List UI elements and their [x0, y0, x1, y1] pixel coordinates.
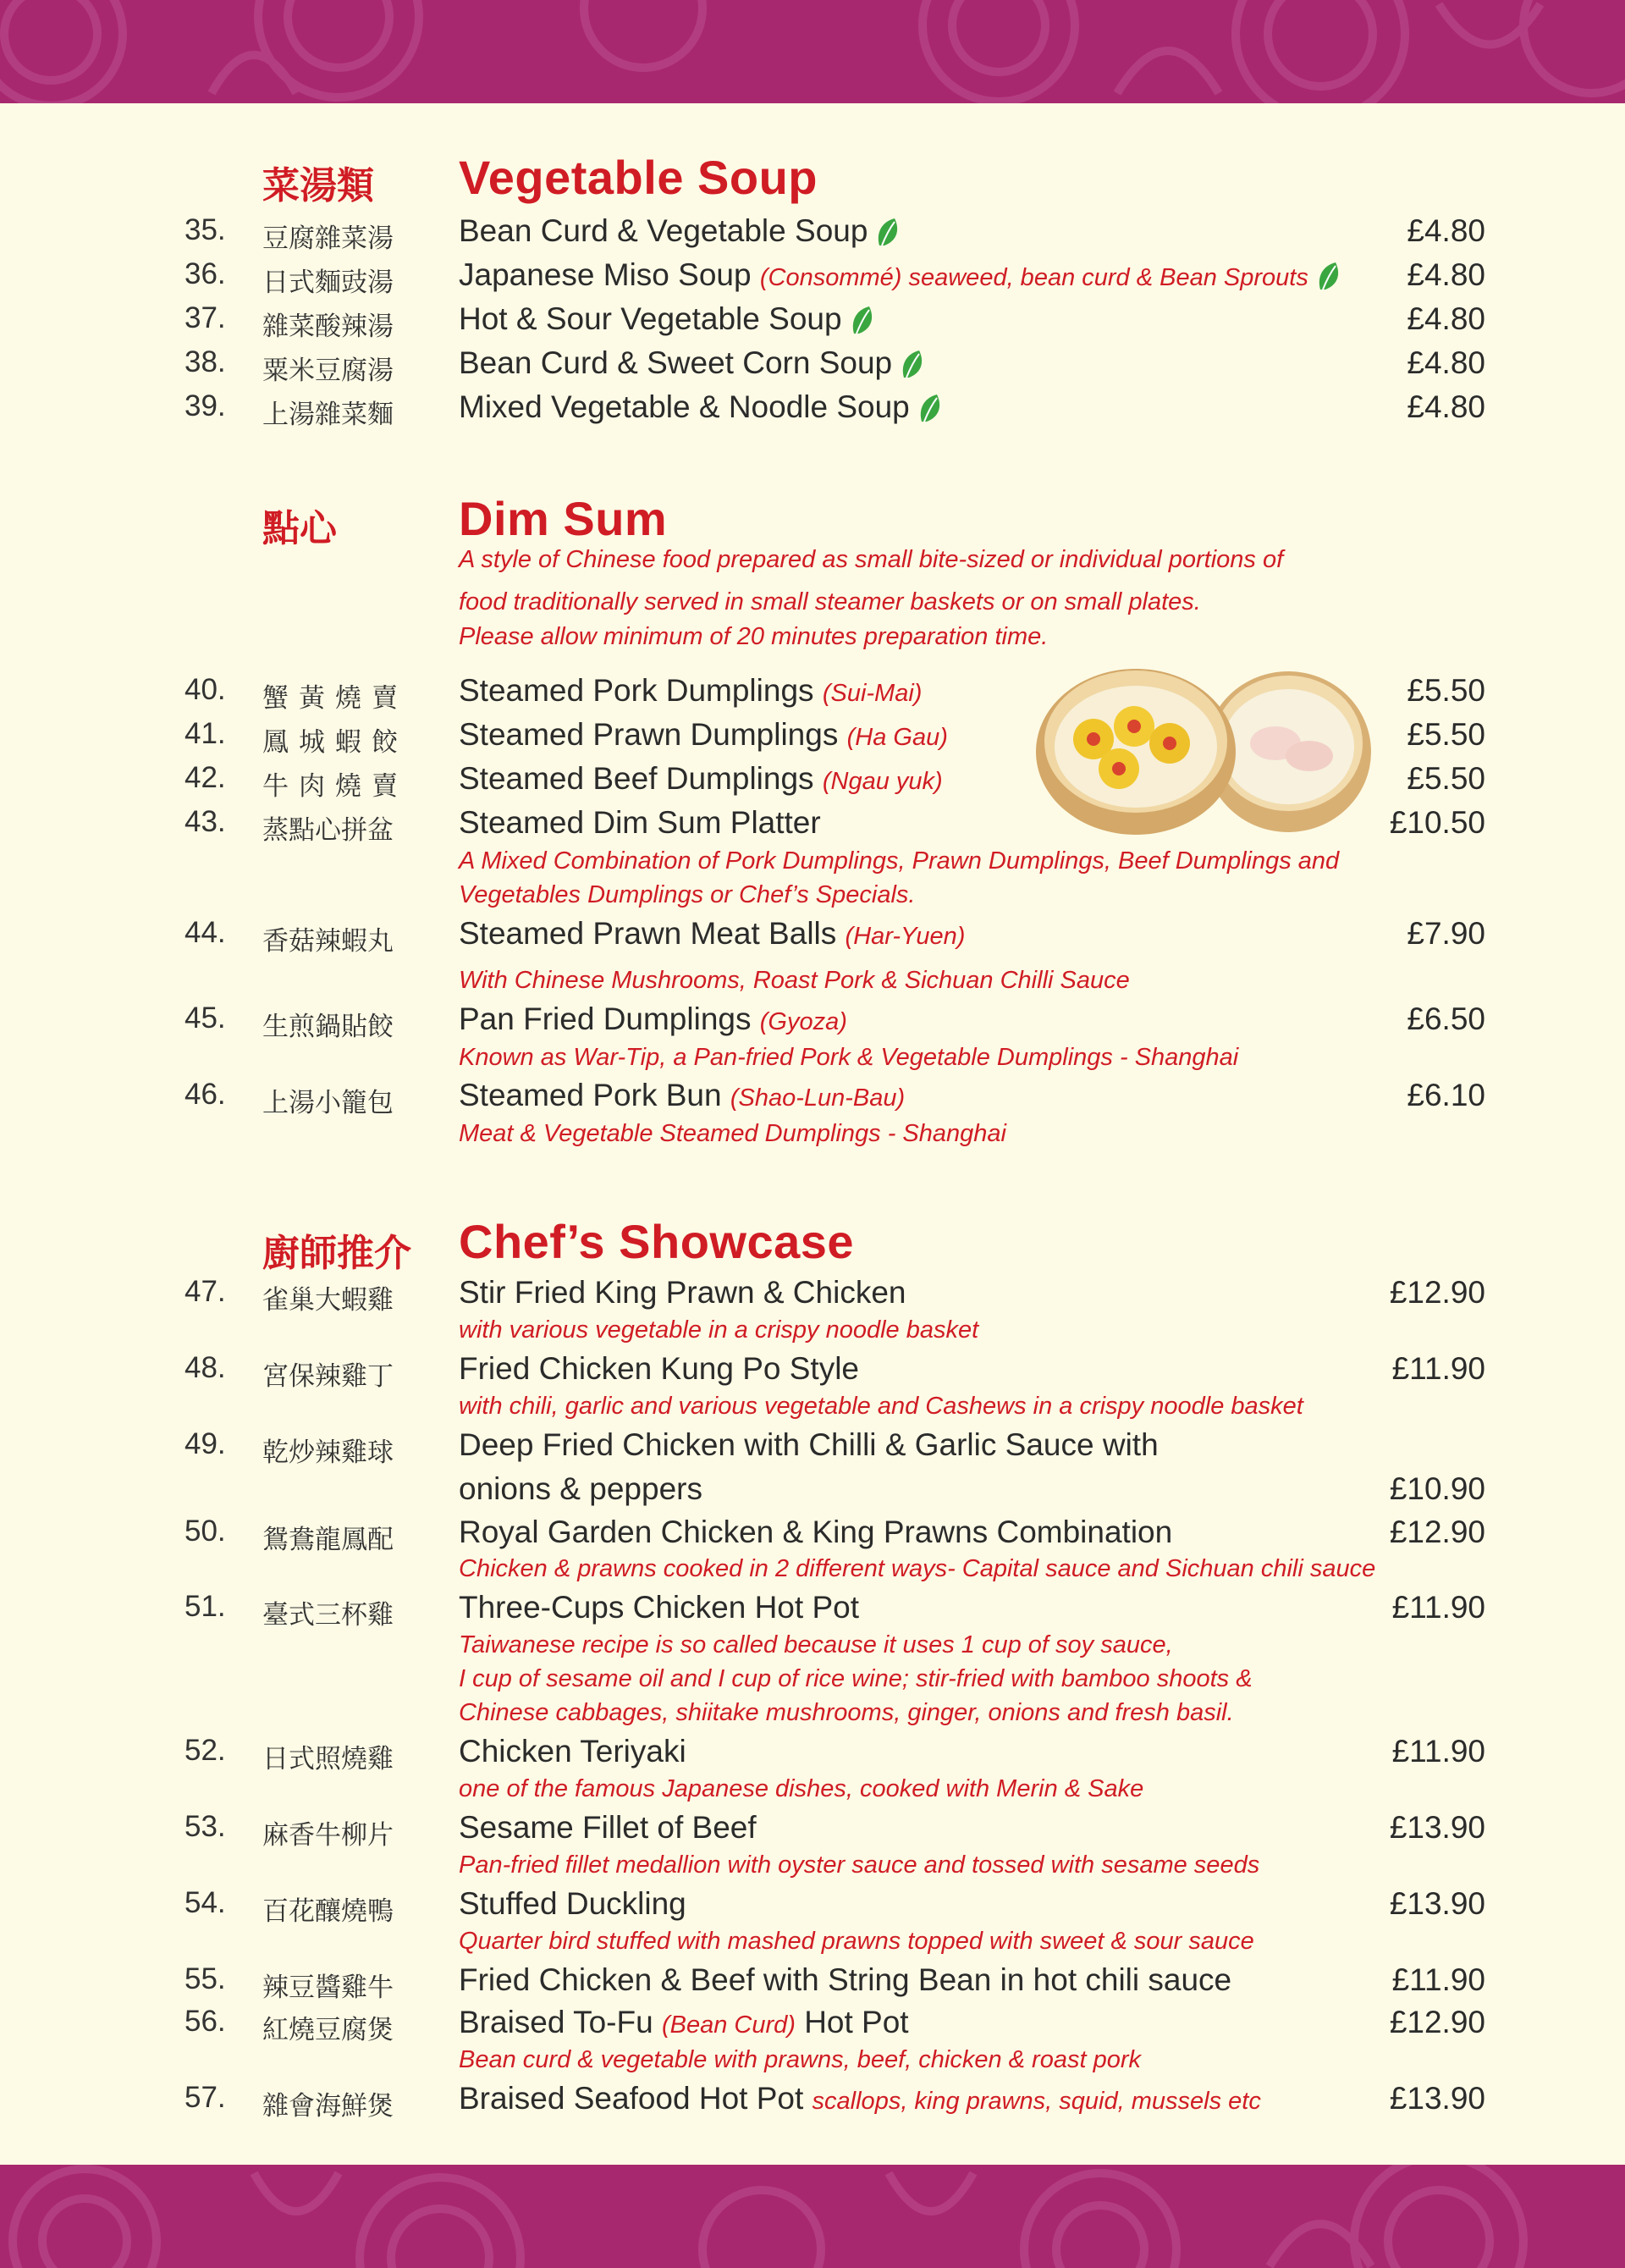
item-description: Vegetables Dumplings or Chef’s Specials.	[459, 881, 916, 908]
vegetarian-leaf-icon	[874, 217, 903, 249]
item-name: Fried Chicken Kung Po Style	[459, 1351, 860, 1386]
item-name: Japanese Miso Soup (Consommé) seaweed, bean curd & Bean Sprouts	[459, 257, 1344, 293]
menu-item	[0, 2005, 1625, 2045]
menu-item	[0, 1962, 1625, 2003]
item-chinese-name: 雀巢大蝦雞	[262, 1285, 394, 1316]
item-name: Steamed Dim Sum Platter	[459, 805, 821, 840]
item-number: 50.	[185, 1515, 226, 1548]
item-number: 54.	[185, 1886, 226, 1919]
item-price: £4.80	[1407, 213, 1485, 248]
item-price: £5.50	[1407, 673, 1485, 708]
item-price: £4.80	[1407, 389, 1485, 424]
item-chinese-name: 辣豆醬雞牛	[262, 1973, 394, 2003]
item-name: Bean Curd & Vegetable Soup	[459, 213, 903, 249]
bottom-decorative-band	[0, 2165, 1625, 2268]
item-price: £11.90	[1391, 1734, 1485, 1769]
item-number: 38.	[185, 345, 226, 378]
item-chinese-name: 上湯小籠包	[262, 1088, 394, 1118]
item-description: A Mixed Combination of Pork Dumplings, Prawn Dumplings, Beef Dumplings and	[459, 847, 1340, 875]
pattern-decoration	[0, 0, 1625, 103]
item-price: £11.90	[1391, 1962, 1485, 1997]
item-name: Braised Seafood Hot Pot scallops, king prawns, squid, mussels etc	[459, 2081, 1261, 2116]
item-price: £12.90	[1389, 1275, 1485, 1310]
item-name: Steamed Prawn Dumplings (Ha Gau)	[459, 717, 948, 752]
section-title-dim-sum: Dim Sum	[459, 492, 668, 545]
item-number: 55.	[185, 1962, 226, 1995]
item-name: Mixed Vegetable & Noodle Soup	[459, 389, 945, 425]
top-decorative-band	[0, 0, 1625, 103]
item-description: with chili, garlic and various vegetable and Cashews in a crispy noodle basket	[459, 1393, 1303, 1420]
menu-item	[0, 805, 1625, 846]
item-price: £4.80	[1407, 301, 1485, 336]
item-name: Royal Garden Chicken & King Prawns Combination	[459, 1515, 1173, 1549]
menu-item	[0, 1590, 1625, 1631]
item-number: 35.	[185, 213, 226, 246]
vegetarian-leaf-icon	[849, 305, 878, 337]
section-description: food traditionally served in small steamer baskets or on small plates.	[459, 588, 1201, 615]
item-description: Quarter bird stuffed with mashed prawns topped with sweet & sour sauce	[459, 1928, 1254, 1955]
item-price: £5.50	[1407, 717, 1485, 752]
item-description: with various vegetable in a crispy noodle basket	[459, 1316, 979, 1344]
item-price: £4.80	[1407, 257, 1485, 292]
item-name: Braised To-Fu (Bean Curd) Hot Pot	[459, 2005, 909, 2039]
item-price: £6.50	[1407, 1002, 1485, 1036]
item-chinese-name: 豆腐雜菜湯	[262, 223, 394, 254]
item-name: Stuffed Duckling	[459, 1886, 686, 1921]
section-title-chefs-showcase: Chef’s Showcase	[459, 1215, 855, 1268]
item-description: With Chinese Mushrooms, Roast Pork & Sichuan Chilli Sauce	[459, 967, 1130, 994]
menu-item	[0, 213, 1625, 254]
item-chinese-name: 百花釀燒鴨	[262, 1896, 394, 1927]
item-chinese-name: 乾炒辣雞球	[262, 1438, 394, 1468]
item-description: Meat & Vegetable Steamed Dumplings - Shanghai	[459, 1120, 1006, 1147]
item-price: £7.90	[1407, 916, 1485, 951]
item-number: 36.	[185, 257, 226, 290]
item-name: Chicken Teriyaki	[459, 1734, 686, 1769]
section-description: A style of Chinese food prepared as small bite-sized or individual portions of	[459, 546, 1284, 573]
item-chinese-name: 牛肉燒賣	[262, 771, 408, 802]
menu-item	[0, 257, 1625, 298]
item-chinese-name: 蒸點心拼盆	[262, 815, 394, 846]
menu-item	[0, 916, 1625, 957]
item-description: Bean curd & vegetable with prawns, beef, chicken & roast pork	[459, 2046, 1141, 2073]
item-price: £11.90	[1391, 1351, 1485, 1386]
item-chinese-name: 蟹黃燒賣	[262, 683, 408, 714]
menu-item	[0, 1275, 1625, 1316]
menu-item	[0, 1351, 1625, 1392]
menu-item	[0, 1515, 1625, 1555]
item-chinese-name: 雜會海鮮煲	[262, 2091, 394, 2122]
item-number: 56.	[185, 2005, 226, 2038]
item-description: Taiwanese recipe is so called because it uses 1 cup of soy sauce,	[459, 1631, 1173, 1658]
item-price: £5.50	[1407, 761, 1485, 796]
item-name: Pan Fried Dumplings (Gyoza)	[459, 1002, 847, 1036]
item-chinese-name: 宮保辣雞丁	[262, 1361, 394, 1392]
item-number: 41.	[185, 717, 226, 750]
item-number: 57.	[185, 2081, 226, 2114]
item-price: £4.80	[1407, 345, 1485, 380]
item-number: 52.	[185, 1734, 226, 1767]
item-price: £10.90	[1389, 1471, 1485, 1506]
item-number: 42.	[185, 761, 226, 794]
item-name: Steamed Beef Dumplings (Ngau yuk)	[459, 761, 943, 796]
item-description: Known as War-Tip, a Pan-fried Pork & Vegetable Dumplings - Shanghai	[459, 1044, 1239, 1071]
item-chinese-name: 麻香牛柳片	[262, 1820, 394, 1851]
item-chinese-name: 鴛鴦龍鳳配	[262, 1525, 394, 1555]
item-chinese-name: 粟米豆腐湯	[262, 356, 394, 386]
menu-item	[0, 717, 1625, 758]
item-name: Steamed Pork Dumplings (Sui-Mai)	[459, 673, 923, 708]
item-name: Fried Chicken & Beef with String Bean in hot chili sauce	[459, 1962, 1232, 1997]
menu-item	[0, 2081, 1625, 2122]
item-name: Steamed Pork Bun (Shao-Lun-Bau)	[459, 1078, 906, 1112]
item-price: £11.90	[1391, 1590, 1485, 1625]
item-number: 44.	[185, 916, 226, 949]
section-description: Please allow minimum of 20 minutes preparation time.	[459, 623, 1049, 650]
item-number: 47.	[185, 1275, 226, 1308]
menu-item	[0, 761, 1625, 802]
menu-item	[0, 389, 1625, 430]
item-chinese-name: 臺式三杯雞	[262, 1600, 394, 1631]
item-description: Chicken & prawns cooked in 2 different ways- Capital sauce and Sichuan chili sauce	[459, 1555, 1376, 1582]
menu-item	[0, 1002, 1625, 1042]
item-chinese-name: 生煎鍋貼餃	[262, 1012, 394, 1042]
item-chinese-name: 紅燒豆腐煲	[262, 2015, 394, 2045]
vegetarian-leaf-icon	[1315, 261, 1344, 293]
vegetarian-leaf-icon	[899, 349, 928, 381]
item-name: onions & peppers	[459, 1471, 702, 1506]
item-name: Steamed Prawn Meat Balls (Har-Yuen)	[459, 916, 966, 951]
section-title-cn: 點心	[262, 507, 337, 550]
item-price: £12.90	[1389, 2005, 1485, 2039]
item-description: one of the famous Japanese dishes, cooked with Merin & Sake	[459, 1775, 1144, 1802]
menu-item	[0, 345, 1625, 386]
item-chinese-name: 鳳城蝦餃	[262, 727, 408, 758]
menu-item	[0, 1427, 1625, 1468]
item-number: 46.	[185, 1078, 226, 1111]
item-number: 37.	[185, 301, 226, 334]
item-name: Hot & Sour Vegetable Soup	[459, 301, 878, 337]
section-title-cn: 菜湯類	[262, 164, 374, 207]
menu-item	[0, 1078, 1625, 1118]
item-name: Stir Fried King Prawn & Chicken	[459, 1275, 906, 1310]
item-price: £6.10	[1407, 1078, 1485, 1112]
menu-item	[0, 1810, 1625, 1851]
menu-item-continued	[0, 1471, 1625, 1512]
item-price: £13.90	[1389, 2081, 1485, 2116]
item-chinese-name: 香菇辣蝦丸	[262, 926, 394, 957]
item-price: £13.90	[1389, 1810, 1485, 1845]
menu-item	[0, 1734, 1625, 1774]
item-number: 40.	[185, 673, 226, 706]
item-number: 51.	[185, 1590, 226, 1623]
item-number: 49.	[185, 1427, 226, 1460]
item-number: 45.	[185, 1002, 226, 1035]
item-chinese-name: 上湯雜菜麵	[262, 400, 394, 430]
menu-item	[0, 301, 1625, 342]
section-title-vegetable-soup: Vegetable Soup	[459, 151, 818, 204]
item-name: Sesame Fillet of Beef	[459, 1810, 757, 1845]
pattern-decoration	[0, 2165, 1625, 2268]
item-number: 39.	[185, 389, 226, 422]
menu-item	[0, 1886, 1625, 1927]
item-description: Pan-fried fillet medallion with oyster sauce and tossed with sesame seeds	[459, 1851, 1260, 1879]
item-chinese-name: 日式照燒雞	[262, 1744, 394, 1774]
item-number: 43.	[185, 805, 226, 838]
vegetarian-leaf-icon	[917, 393, 945, 425]
item-chinese-name: 日式麵豉湯	[262, 268, 394, 298]
item-name: Bean Curd & Sweet Corn Soup	[459, 345, 928, 381]
item-description: I cup of sesame oil and I cup of rice wine; stir-fried with bamboo shoots &	[459, 1665, 1253, 1692]
item-name: Three-Cups Chicken Hot Pot	[459, 1590, 859, 1625]
item-price: £13.90	[1389, 1886, 1485, 1921]
item-price: £10.50	[1389, 805, 1485, 840]
section-title-cn: 廚師推介	[262, 1232, 411, 1275]
item-price: £12.90	[1389, 1515, 1485, 1549]
menu-item	[0, 673, 1625, 714]
item-chinese-name: 雜菜酸辣湯	[262, 312, 394, 342]
item-description: Chinese cabbages, shiitake mushrooms, ginger, onions and fresh basil.	[459, 1699, 1234, 1726]
item-name: Deep Fried Chicken with Chilli & Garlic Sauce with	[459, 1427, 1159, 1462]
item-number: 53.	[185, 1810, 226, 1843]
item-number: 48.	[185, 1351, 226, 1384]
